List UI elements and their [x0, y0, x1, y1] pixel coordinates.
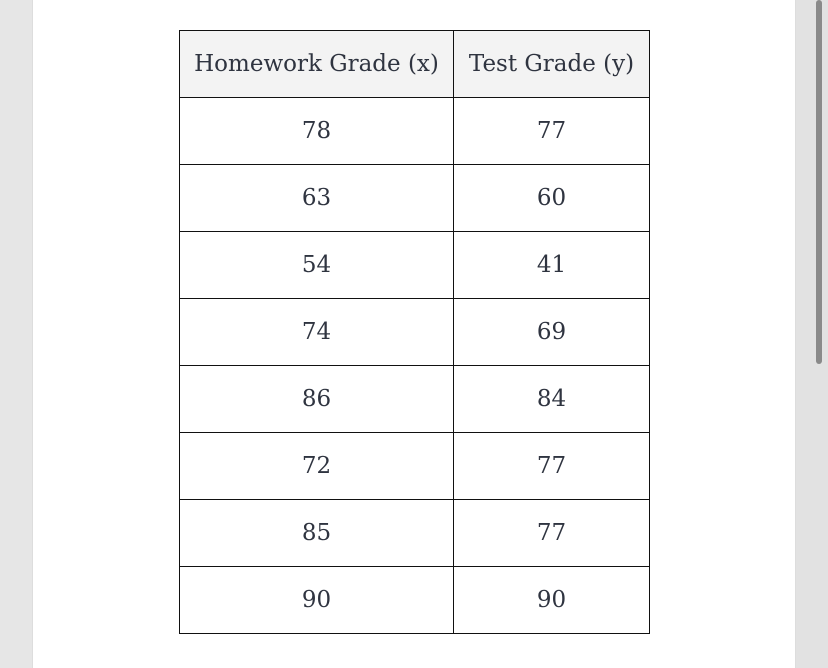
homework-grade-cell: 86 — [180, 366, 454, 433]
table-header-row — [180, 31, 650, 98]
table-row — [180, 98, 650, 165]
test-grade-cell: 77 — [454, 500, 650, 567]
left-gutter — [0, 0, 32, 668]
right-gutter — [796, 0, 828, 668]
header-homework-grade: Homework Grade (x) — [180, 31, 454, 98]
table-row — [180, 567, 650, 634]
test-grade-cell: 77 — [454, 433, 650, 500]
table-row — [180, 366, 650, 433]
table-row — [180, 299, 650, 366]
homework-grade-cell: 54 — [180, 232, 454, 299]
test-grade-cell: 84 — [454, 366, 650, 433]
test-grade-cell: 69 — [454, 299, 650, 366]
grades-table — [179, 30, 650, 634]
homework-grade-cell: 72 — [180, 433, 454, 500]
header-test-grade: Test Grade (y) — [454, 31, 650, 98]
test-grade-cell: 41 — [454, 232, 650, 299]
table-row — [180, 232, 650, 299]
scrollbar-thumb[interactable] — [816, 0, 822, 364]
homework-grade-cell: 74 — [180, 299, 454, 366]
test-grade-cell: 90 — [454, 567, 650, 634]
homework-grade-cell: 90 — [180, 567, 454, 634]
table-row — [180, 165, 650, 232]
homework-grade-cell: 85 — [180, 500, 454, 567]
test-grade-cell: 77 — [454, 98, 650, 165]
test-grade-cell: 60 — [454, 165, 650, 232]
homework-grade-cell: 78 — [180, 98, 454, 165]
table-row — [180, 433, 650, 500]
table-row — [180, 500, 650, 567]
homework-grade-cell: 63 — [180, 165, 454, 232]
